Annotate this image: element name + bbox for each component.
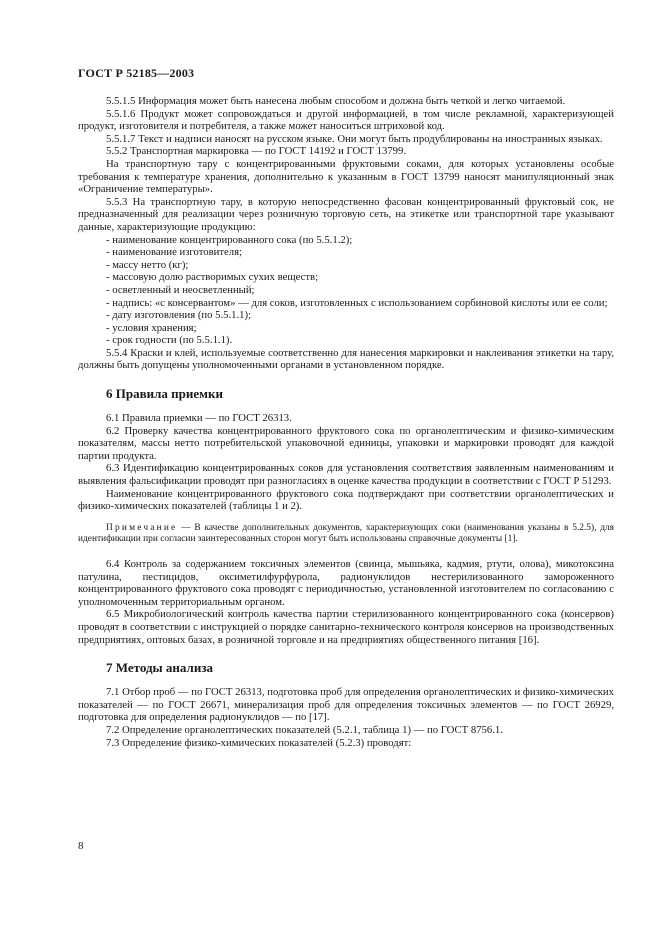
document-body xyxy=(78,95,614,749)
paragraph-7-3: 7.3 Определение физико-химических показателей (5.2.3) проводят: xyxy=(106,736,412,749)
paragraph-6-3: 6.3 Идентификацию концентрированных соков для установления соответствия заявленным наименованиям и выявления фальсификации проводят при разногласиях в оценке качества продукции в соответствии с ГОСТ Р 51293. xyxy=(78,462,614,488)
note-block xyxy=(78,523,614,546)
paragraph-6-3-cont: Наименование концентрированного фруктового сока подтверждают при соответствии органолептических и физико-химических показателей (таблицы 1 и 2). xyxy=(78,487,614,513)
list-item: - надпись: «с консервантом» — для соков, изготовленных с использованием сорбиновой кислоты или ее соли; xyxy=(106,296,608,309)
page-number: 8 xyxy=(78,840,84,852)
paragraph-7-1: 7.1 Отбор проб — по ГОСТ 26313, подготовка проб для определения органолептических и физико-химических показателей — по ГОСТ 26671, минерализация проб для определения токсичных элементов — по ГОСТ 26929, подготовка для определения радионуклидов — по [17]. xyxy=(78,686,614,724)
section-7-title: 7 Методы анализа xyxy=(106,660,214,676)
list-item: - массовую долю растворимых сухих веществ; xyxy=(106,271,319,284)
list-item: - условия хранения; xyxy=(106,321,197,334)
section-6-title: 6 Правила приемки xyxy=(106,386,223,402)
note-text: — В качестве дополнительных документов, характеризующих соки (наименования указаны в 5.2.5), для идентификации при согласии заинтересованных сторон могут быть использованы справочные документы [1]. xyxy=(78,522,614,545)
paragraph-5-5-3: 5.5.3 На транспортную тару, в которую непосредственно фасован концентрированный фруктовый сок, не предназначенный для реализации через розничную торговую сеть, на этикетке или транспортной таре указывают данные, характеризующие продукцию: xyxy=(78,195,614,233)
paragraph-5-5-2: 5.5.2 Транспортная маркировка — по ГОСТ 14192 и ГОСТ 13799. xyxy=(106,145,407,158)
paragraph-5-5-2-cont: На транспортную тару с концентрированными фруктовыми соками, для которых установлены особые требования к температуре хранения, дополнительно к указанным в ГОСТ 13799 наносят манипуляционный знак «Ограничение температуры». xyxy=(78,157,614,196)
paragraph-5-5-1-5: 5.5.1.5 Информация может быть нанесена любым способом и должна быть четкой и легко читаемой. xyxy=(106,95,566,107)
page-header: ГОСТ Р 52185—2003 xyxy=(78,66,195,80)
paragraph-5-5-1-7: 5.5.1.7 Текст и надписи наносят на русском языке. Они могут быть продублированы на иностранных языках. xyxy=(106,132,603,145)
paragraph-6-4: 6.4 Контроль за содержанием токсичных элементов (свинца, мышьяка, кадмия, ртути, олова), микотоксина патулина, пестицидов, оксиметилфурфурола, радионуклидов нестерилизованного замороженного концентрированного фруктового сока проводят с периодичностью, установленной изготовителем по согласованию с уполномоченным территориальным органом. xyxy=(78,558,614,608)
paragraph-7-2: 7.2 Определение органолептических показателей (5.2.1, таблица 1) — по ГОСТ 8756.1. xyxy=(106,723,503,736)
paragraph-6-1: 6.1 Правила приемки — по ГОСТ 26313. xyxy=(106,412,292,425)
paragraph-6-2: 6.2 Проверку качества концентрированного фруктового сока по органолептическим и физико-химическим показателям, массы нетто потребительской упаковочной единицы, упаковки и маркировки проводят для каждой партии продукта. xyxy=(78,424,614,462)
paragraph-5-5-1-6: 5.5.1.6 Продукт может сопровождаться и другой информацией, в том числе рекламной, характеризующей продукт, изготовителя и потребителя, а также может наноситься штриховой код. xyxy=(78,107,614,133)
list-item: - срок годности (по 5.5.1.1). xyxy=(106,334,233,347)
list-item: - наименование изготовителя; xyxy=(106,246,243,259)
list-item: - наименование концентрированного сока (по 5.5.1.2); xyxy=(106,233,353,246)
list-item: - осветленный и неосветленный; xyxy=(106,283,255,296)
paragraph-6-5: 6.5 Микробиологический контроль качества партии стерилизованного концентрированного сока (консервов) проводят в соответствии с инструкцией о порядке санитарно-технического контроля консервов на производственных предприятиях, оптовых базах, в розничной торговле и на предприятиях общественного питания [16]. xyxy=(78,608,614,646)
paragraph-5-5-4: 5.5.4 Краски и клей, используемые соответственно для нанесения маркировки и наклеивания этикетки на тару, должны быть допущены уполномоченными органами в установленном порядке. xyxy=(78,346,614,372)
list-item: - дату изготовления (по 5.5.1.1); xyxy=(106,309,252,322)
note-label: Примечание xyxy=(106,522,178,533)
list-item: - массу нетто (кг); xyxy=(106,258,189,271)
